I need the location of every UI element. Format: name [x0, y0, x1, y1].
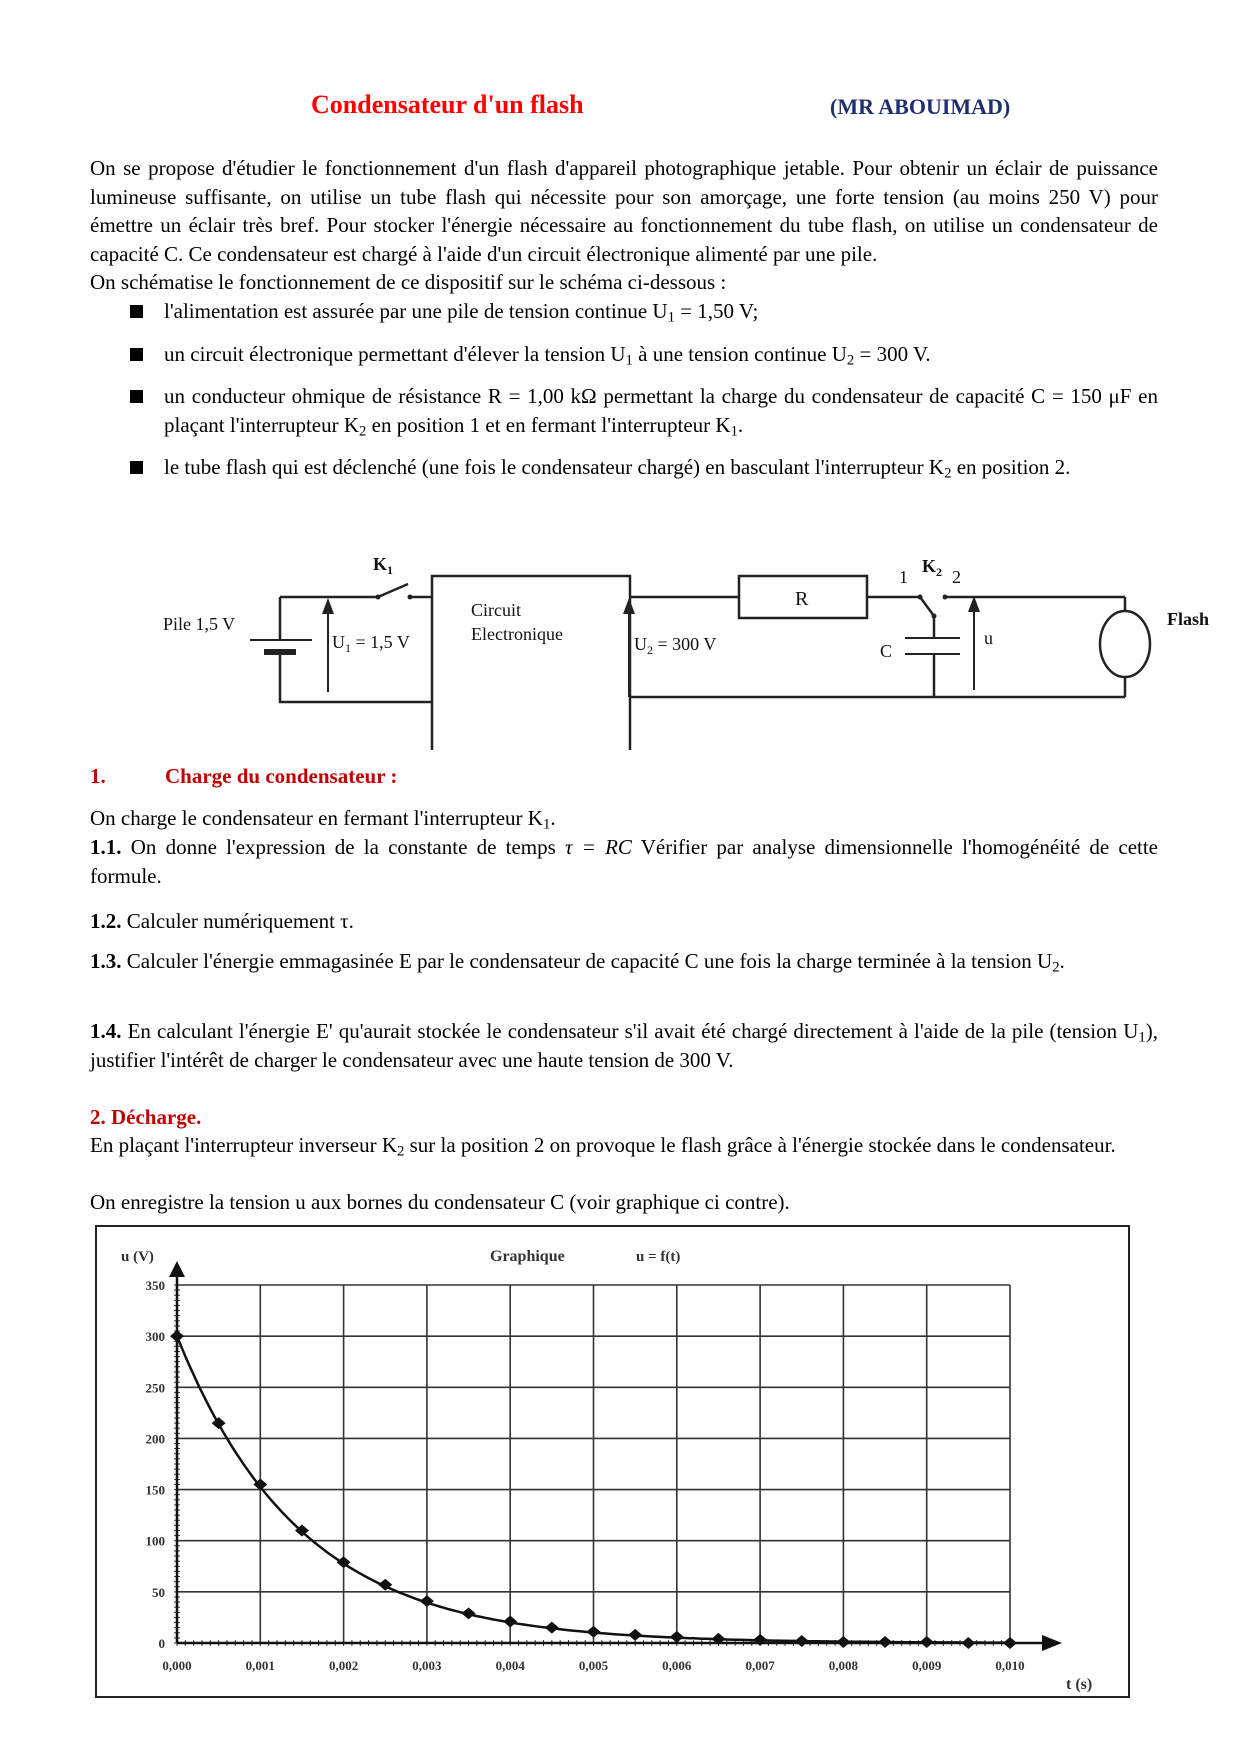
circuit-box-line1: Circuit	[471, 600, 521, 620]
text: Vérifier par analyse dimensionnelle l'homogénéité de cette formule.	[90, 835, 1159, 888]
data-point-marker	[170, 1330, 184, 1342]
bullet-text: .	[737, 412, 744, 437]
svg-text:0,004: 0,004	[495, 1658, 525, 1673]
section2-title: 2. Décharge.	[90, 1105, 202, 1129]
svg-text:0,006: 0,006	[662, 1658, 692, 1673]
bullet-text: = 300 V.	[854, 341, 931, 366]
bullet-text: l'alimentation est assurée par une pile de tension continue U	[164, 299, 668, 323]
k2-position-1: 1	[899, 567, 908, 587]
document-title: Condensateur d'un flash	[311, 90, 584, 119]
data-point-marker	[462, 1607, 476, 1619]
svg-text:200: 200	[145, 1431, 165, 1447]
bullet-text: en position 1 et en fermant l'interrupteur K	[366, 412, 731, 437]
circuit-box-line2: Electronique	[471, 624, 563, 644]
question-number: 1.4.	[90, 1019, 122, 1043]
data-point-marker	[1003, 1637, 1017, 1649]
question-number: 1.2.	[90, 909, 122, 933]
bullet-text: à une tension continue U	[632, 341, 847, 366]
question-number: 1.3.	[90, 949, 122, 973]
resistor-label: R	[795, 588, 809, 610]
data-point-marker	[628, 1629, 642, 1641]
svg-text:150: 150	[145, 1482, 165, 1498]
subscript: 2	[397, 1143, 405, 1160]
tick-labels	[146, 1278, 1025, 1673]
battery-label: Pile 1,5 V	[163, 614, 236, 634]
k1-label: $K_1$	[373, 554, 394, 577]
x-axis-label: t (s)	[1066, 1676, 1093, 1693]
subscript: 1	[1138, 1029, 1146, 1046]
section2-graph-intro: On enregistre la tension u aux bornes du condensateur C (voir graphique ci contre).	[90, 1190, 790, 1214]
section1-title: Charge du condensateur :	[165, 764, 398, 788]
data-point-marker	[836, 1636, 850, 1648]
data-point-marker	[545, 1622, 559, 1634]
subscript: 2	[846, 352, 855, 369]
data-point-marker	[961, 1637, 975, 1649]
bullet-text: un conducteur ohmique de résistance R = 1,00 kΩ permettant la charge du condensateur de capacité C = 150 μF en plaçant l'interrupteur K	[164, 384, 1158, 437]
tau-formula: τ = RC	[564, 835, 632, 859]
question-number: 1.1.	[90, 835, 122, 859]
text: .	[550, 806, 556, 830]
text: En plaçant l'interrupteur inverseur K	[90, 1133, 398, 1157]
svg-text:0,003: 0,003	[412, 1658, 442, 1673]
data-point-marker	[920, 1636, 934, 1648]
data-point-marker	[795, 1635, 809, 1647]
subscript: 1	[625, 352, 633, 369]
u-label: u	[984, 628, 993, 648]
intro-paragraph: On se propose d'étudier le fonctionnement d'un flash d'appareil photographique jetable. Pour obtenir un éclair de puissance lumineuse suffisante, on utilise un tube flash qui nécessite pour son amorçage, une forte tension (au moins 250 V) pour émettre un éclair très bref. Pour stocker l'énergie nécessaire au fonctionnement du tube flash, on utilise un condensateur de capacité C. Ce condensateur est chargé à l'aide d'un circuit électronique alimenté par une pile.	[90, 156, 1158, 266]
subscript: 2	[944, 465, 952, 482]
capacitor-label: C	[880, 641, 893, 661]
text: .	[1059, 949, 1065, 973]
subscript: 1	[542, 816, 551, 833]
svg-text:300: 300	[145, 1329, 165, 1345]
author-label: (MR ABOUIMAD)	[830, 94, 1011, 119]
svg-text:0: 0	[158, 1636, 165, 1651]
subscript: 2	[1052, 959, 1060, 976]
section1-number: 1.	[90, 764, 106, 788]
text: On charge le condensateur en fermant l'interrupteur K	[90, 806, 543, 830]
u2-label: $U_2 = 300$ V	[634, 634, 717, 657]
svg-text:0,001: 0,001	[245, 1658, 275, 1673]
u1-label: $U_1 = 1,5$ V	[332, 632, 410, 655]
subscript: 2	[359, 423, 367, 440]
text: sur la position 2 on provoque le flash grâce à l'énergie stockée dans le condensateur.	[404, 1133, 1116, 1157]
svg-text:0,010: 0,010	[995, 1658, 1025, 1673]
svg-text:350: 350	[145, 1278, 165, 1293]
bullet-text: un circuit électronique permettant d'élever la tension U	[164, 341, 626, 366]
svg-text:0,008: 0,008	[828, 1658, 859, 1673]
schema-intro-line: On schématise le fonctionnement de ce dispositif sur le schéma ci-dessous :	[90, 270, 727, 294]
subscript: 1	[667, 309, 675, 326]
svg-text:0,009: 0,009	[912, 1658, 942, 1673]
text: ), justifier l'intérêt de charger le condensateur avec une haute tension de 300 V.	[90, 1019, 1158, 1072]
data-point-marker	[670, 1631, 684, 1643]
bullet-text: en position 2.	[951, 455, 1071, 479]
y-axis-label: u (V)	[121, 1249, 154, 1265]
bullet-text: = 1,50 V;	[674, 299, 759, 323]
flash-label: Flash	[1167, 609, 1210, 629]
svg-text:100: 100	[145, 1533, 165, 1549]
data-point-marker	[878, 1636, 892, 1648]
data-point-marker	[587, 1626, 601, 1638]
k2-label: $K_2$	[922, 556, 943, 579]
svg-text:0,005: 0,005	[578, 1658, 609, 1673]
subscript: 1	[730, 423, 738, 440]
data-point-marker	[503, 1616, 517, 1628]
text: Calculer numériquement τ.	[121, 909, 354, 933]
svg-text:0,000: 0,000	[162, 1658, 192, 1673]
k2-position-2: 2	[952, 567, 961, 587]
data-point-marker	[212, 1417, 226, 1429]
bullet-text: le tube flash qui est déclenché (une fois le condensateur chargé) en basculant l'interrupteur K	[164, 455, 945, 479]
chart-subtitle: u = f(t)	[636, 1249, 681, 1265]
svg-text:50: 50	[152, 1584, 165, 1600]
text: On donne l'expression de la constante de temps	[121, 835, 565, 859]
svg-text:0,002: 0,002	[328, 1658, 359, 1673]
text: En calculant l'énergie E' qu'aurait stockée le condensateur s'il avait été chargé directement à l'aide de la pile (tension U	[121, 1019, 1139, 1043]
chart-grid	[177, 1285, 1010, 1643]
svg-text:250: 250	[145, 1380, 165, 1396]
chart-title: Graphique	[490, 1248, 565, 1265]
text: Calculer l'énergie emmagasinée E par le condensateur de capacité C une fois la charge terminée à la tension U	[121, 949, 1053, 973]
svg-text:0,007: 0,007	[745, 1658, 775, 1673]
